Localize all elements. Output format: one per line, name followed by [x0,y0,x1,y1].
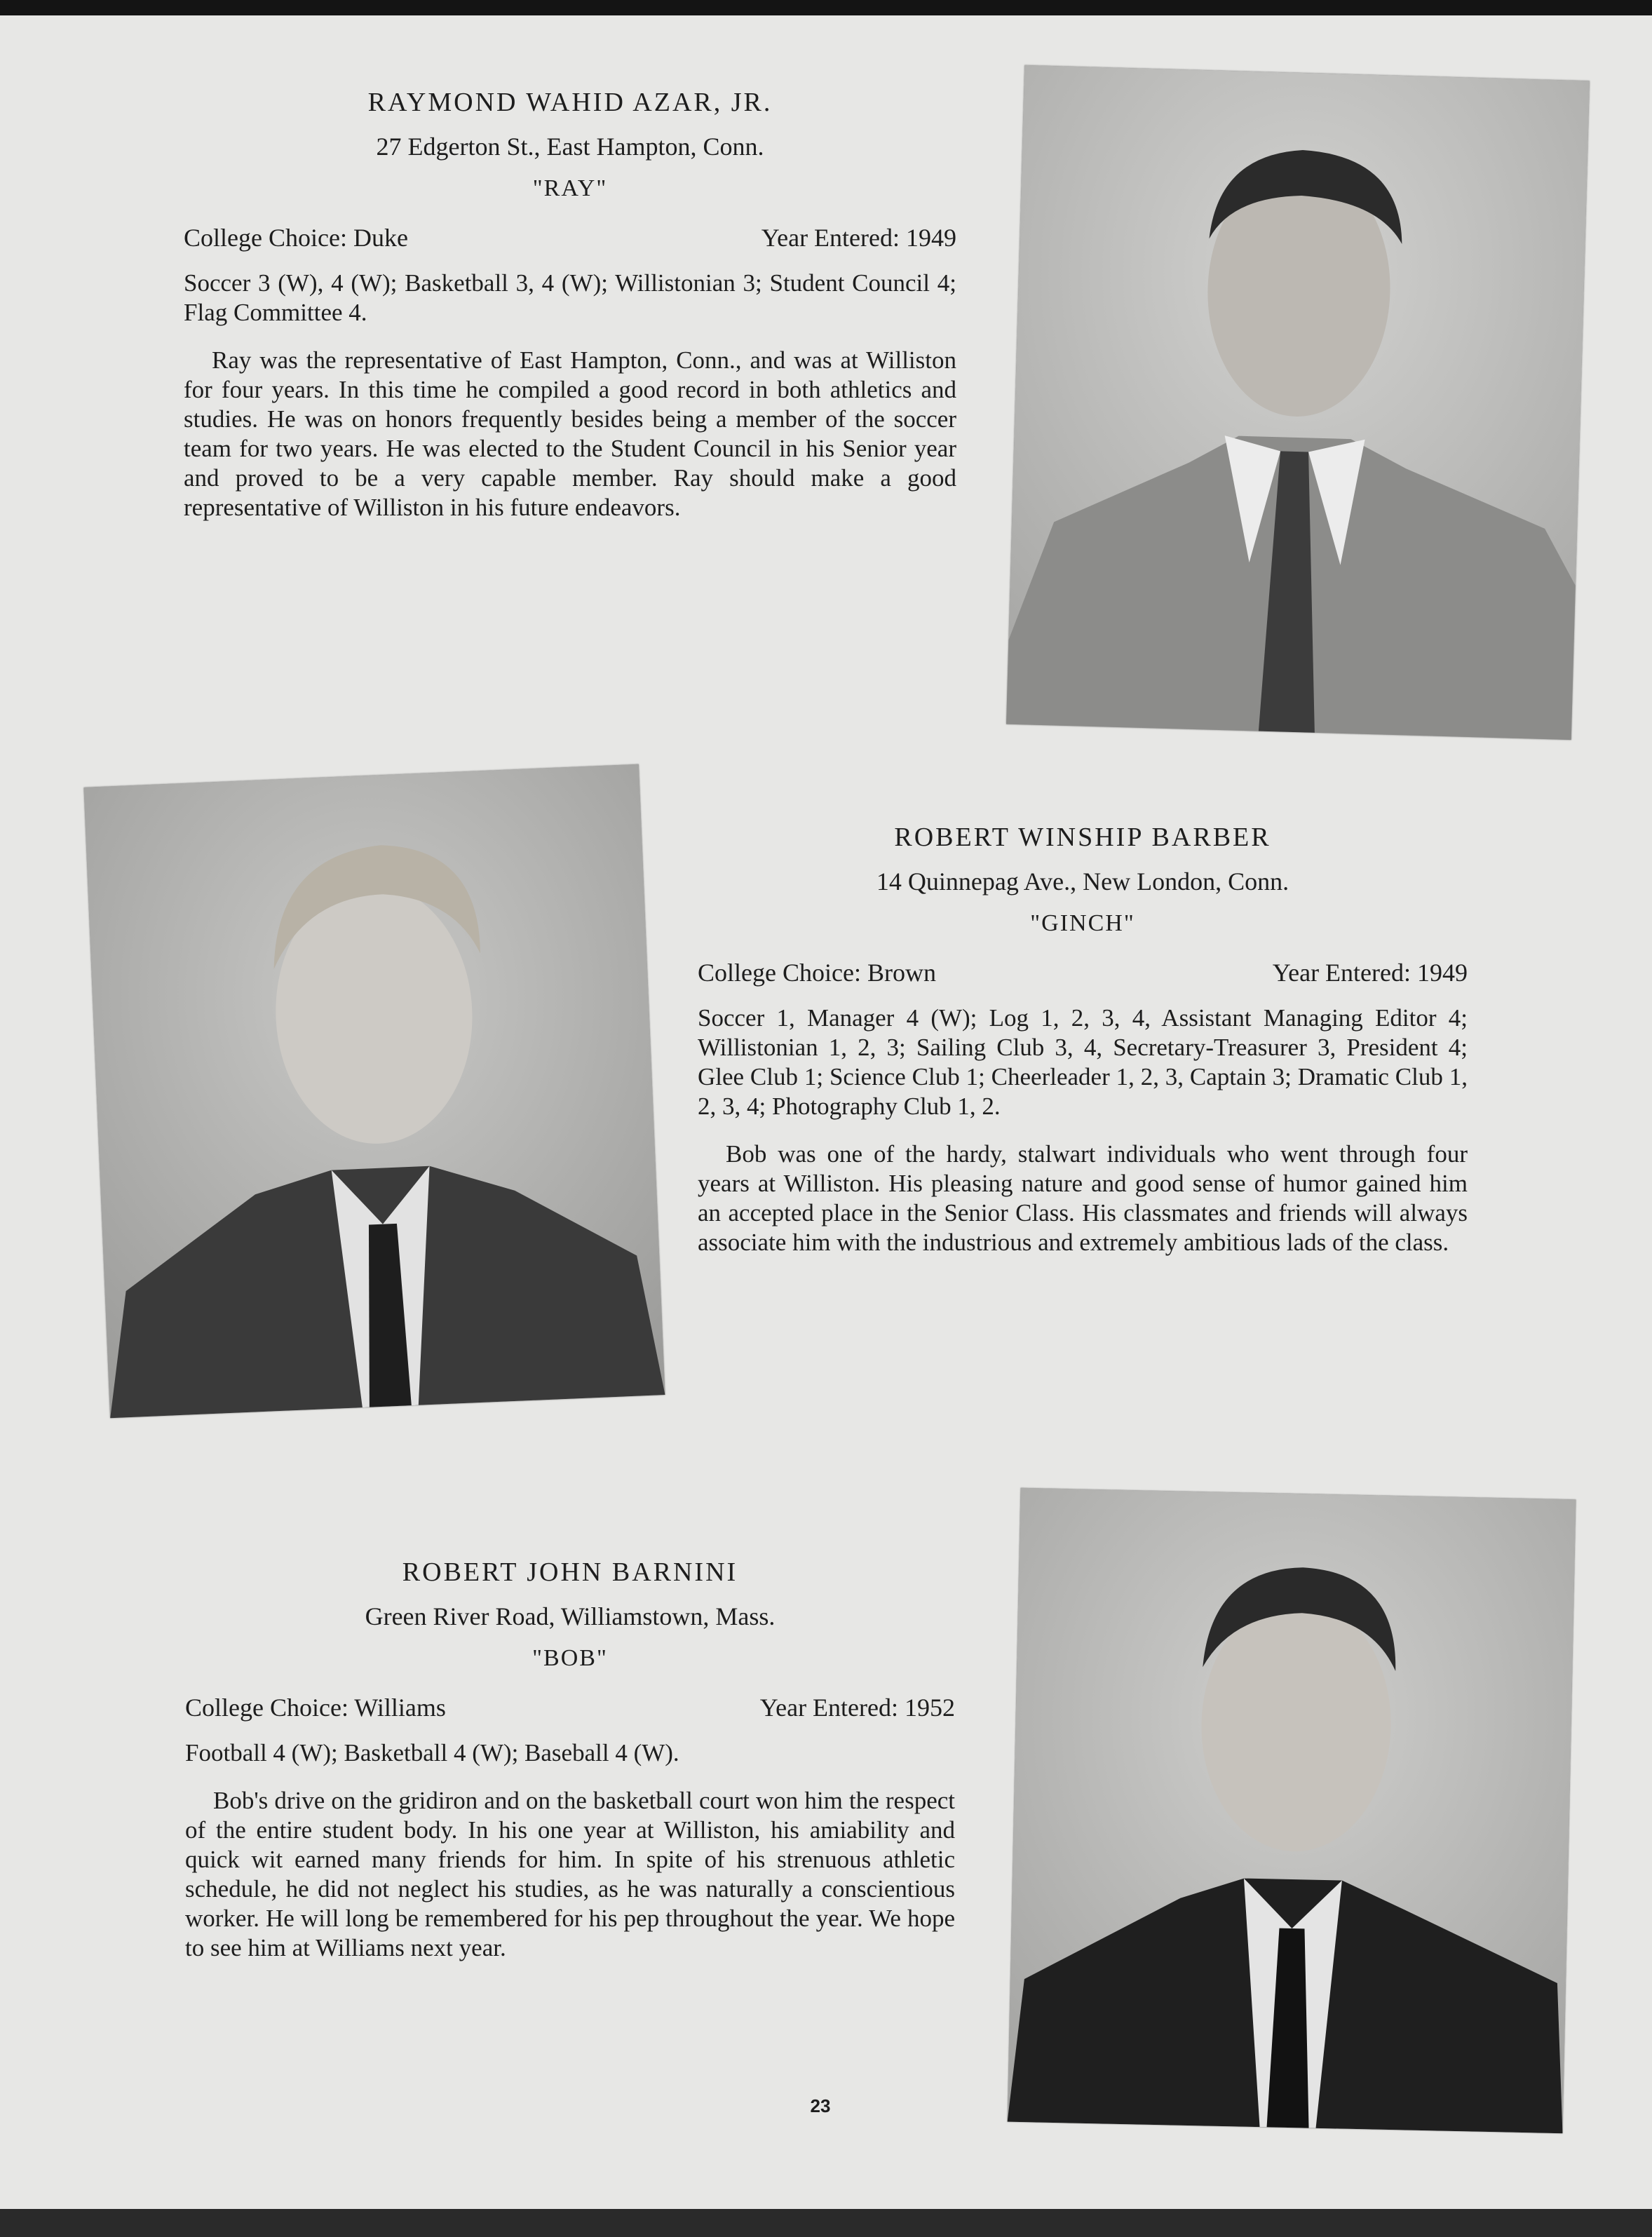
student-bio: Ray was the representative of East Hampton, Conn., and was at Williston for four years. In this time he compiled a good record in both athletics and studies. He was on honors frequently besides being a member of the soccer team for two years. He was elected to the Student Council in his Senior year and proved to be a very capable member. Ray should make a good representative of Williston in his future endeavors. [184,346,956,521]
year-entered: Year Entered: 1952 [759,1693,955,1722]
scan-bottom-border [0,2209,1652,2237]
senior-entry-azar [184,87,956,522]
college-choice: College Choice: Brown [698,958,936,987]
choice-row [185,1693,955,1723]
college-choice: College Choice: Williams [185,1693,446,1722]
student-address: Green River Road, Williamstown, Mass. [365,1602,776,1630]
year-entered: Year Entered: 1949 [761,223,956,252]
student-address: 14 Quinnepag Ave., New London, Conn. [876,867,1289,896]
student-activities: Soccer 3 (W), 4 (W); Basketball 3, 4 (W); Willistonian 3; Student Council 4; Flag Committee 4. [184,269,956,326]
student-activities: Football 4 (W); Basketball 4 (W); Baseball 4 (W). [185,1738,679,1766]
portrait-photo-barber [84,764,665,1418]
student-nickname: "GINCH" [1030,910,1135,936]
student-address: 27 Edgerton St., East Hampton, Conn. [376,132,764,161]
senior-entry-barber [698,822,1468,1257]
year-entered: Year Entered: 1949 [1272,958,1468,987]
student-bio: Bob was one of the hardy, stalwart individuals who went through four years at Williston. His pleasing nature and good sense of humor gained him an accepted place in the Senior Class. His classmates and friends will always associate him with the industrious and extremely ambitious lads of the class. [698,1140,1468,1256]
college-choice: College Choice: Duke [184,223,408,252]
page-number: 23 [810,2095,831,2116]
student-nickname: "RAY" [532,175,608,201]
scan-top-border [0,0,1652,15]
senior-entry-barnini [185,1557,955,1963]
choice-row [698,958,1468,988]
student-name: ROBERT WINSHIP BARBER [894,823,1271,852]
student-name: ROBERT JOHN BARNINI [402,1557,738,1587]
portrait-photo-azar [1006,65,1590,740]
student-activities: Soccer 1, Manager 4 (W); Log 1, 2, 3, 4, Assistant Managing Editor 4; Willistonian 1, 2, 3; Sailing Club 3, 4, Secretary-Treasurer 3, President 4; Glee Club 1; Science Club 1; Cheerleader 1, 2, 3, Captain 3; Dramatic Club 1, 2, 3, 4; Photography Club 1, 2. [698,1003,1468,1120]
student-nickname: "BOB" [532,1644,608,1671]
choice-row [184,223,956,253]
student-name: RAYMOND WAHID AZAR, JR. [367,88,773,117]
student-bio: Bob's drive on the gridiron and on the basketball court won him the respect of the entire student body. In his one year at Williston, his amiability and quick wit earned many friends for him. In spite of his strenuous athletic schedule, he did not neglect his studies, as he was naturally a conscientious worker. He will long be remembered for his pep throughout the year. We hope to see him at Williams next year. [185,1786,955,1961]
portrait-photo-barnini [1008,1488,1576,2133]
